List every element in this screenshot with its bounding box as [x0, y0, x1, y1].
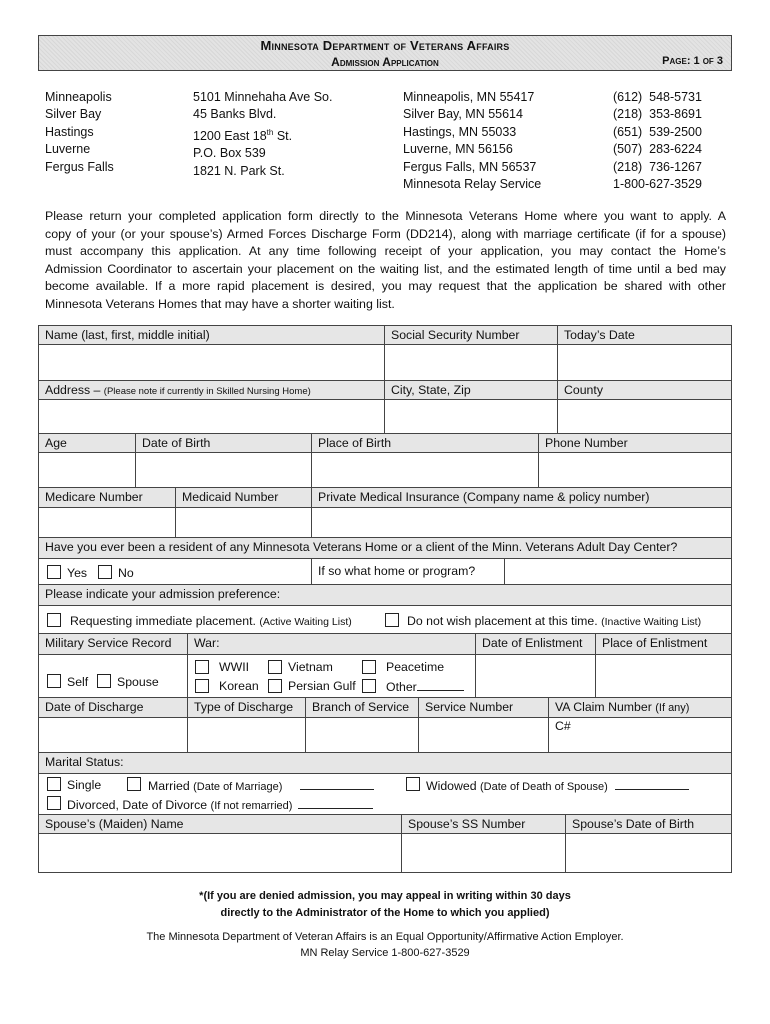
pob-label: Place of Birth: [311, 433, 539, 453]
single-checkbox[interactable]: [47, 777, 61, 791]
location-street: 1200 East 18th St.: [193, 127, 293, 143]
form-header: [38, 35, 732, 71]
phone-label: Phone Number: [538, 433, 732, 453]
vietnam-checkbox[interactable]: [268, 660, 282, 674]
spouse-ssn-field[interactable]: [401, 833, 566, 873]
age-field[interactable]: [38, 452, 136, 488]
spouse-ssn-label: Spouse’s SS Number: [401, 814, 566, 834]
war-options: [187, 654, 476, 698]
persian-gulf-label: Persian Gulf: [288, 679, 356, 693]
divorced-checkbox[interactable]: [47, 796, 61, 810]
spouse-dob-field[interactable]: [565, 833, 732, 873]
location-phone: (651) 539-2500: [613, 124, 702, 139]
department-title: Minnesota Department of Veterans Affairs: [260, 38, 510, 53]
location-phone: (218) 736-1267: [613, 159, 702, 174]
which-home-label: If so what home or program?: [318, 564, 476, 578]
address-note: (Please note if currently in Skilled Nursing Home): [103, 386, 311, 397]
address-label-cell: [38, 380, 385, 400]
divorced-option: [67, 797, 373, 812]
instructions-line: Minnesota Veterans Homes that may have a shorter waiting list.: [45, 296, 395, 311]
today-date-field[interactable]: [557, 344, 732, 381]
location-phone: (612) 548-5731: [613, 90, 702, 104]
relay-service-label: Minnesota Relay Service: [403, 177, 542, 192]
other-war-checkbox[interactable]: [362, 679, 376, 693]
location-phone: (507) 283-6224: [613, 142, 702, 157]
persian-gulf-checkbox[interactable]: [268, 679, 282, 693]
va-claim-note: (If any): [655, 702, 690, 714]
service-record-options: [38, 654, 188, 698]
single-label: Single: [67, 778, 102, 792]
immediate-placement-label: Requesting immediate placement.: [70, 614, 256, 628]
phone-field[interactable]: [538, 452, 732, 488]
location-streets: [193, 89, 332, 180]
preference-question: Please indicate your admission preference:: [38, 584, 732, 606]
location-cities: [45, 89, 114, 176]
no-placement-option: [407, 614, 701, 628]
location-citystate: Silver Bay, MN 55614: [403, 107, 523, 122]
widowed-note: (Date of Death of Spouse): [480, 781, 608, 793]
age-label: Age: [38, 433, 136, 453]
location-street: 5101 Minnehaha Ave So.: [193, 90, 333, 104]
city-state-zip-field[interactable]: [384, 399, 558, 434]
medicaid-field[interactable]: [175, 507, 312, 538]
location-city: Luverne: [45, 142, 91, 157]
war-label: War:: [187, 633, 476, 655]
wwii-label: WWII: [219, 660, 250, 674]
korean-label: Korean: [219, 679, 259, 693]
eoe-statement: The Minnesota Department of Veteran Affairs is an Equal Opportunity/Affirmative Action Employer.: [146, 931, 624, 943]
instructions-line: Please return your completed application form directly to the Minnesota Veterans Home where you want to apply. A: [45, 209, 726, 223]
pob-field[interactable]: [311, 452, 539, 488]
location-citystate: Fergus Falls, MN 56537: [403, 159, 537, 174]
other-war-option: [386, 679, 464, 694]
marital-options: [38, 773, 732, 815]
private-insurance-label: Private Medical Insurance (Company name & policy number): [311, 487, 732, 508]
location-citystate: Minneapolis, MN 55417: [403, 90, 535, 104]
self-checkbox[interactable]: [47, 674, 61, 688]
instructions-line: become available. If a more rapid placement is desired, you may request that the application be shared with other: [45, 279, 726, 294]
resident-question: Have you ever been a resident of any Minnesota Veterans Home or a client of the Minn. Veterans Adult Day Center?: [38, 537, 732, 559]
service-number-label: Service Number: [418, 697, 549, 718]
branch-label: Branch of Service: [305, 697, 419, 718]
name-field[interactable]: [38, 344, 385, 381]
discharge-type-field[interactable]: [187, 717, 306, 753]
immediate-placement-note: (Active Waiting List): [259, 616, 352, 628]
marriage-date-line[interactable]: [300, 778, 374, 790]
form-title: Admission Application: [331, 55, 439, 69]
spouse-label: Spouse: [117, 675, 159, 689]
location-city: Minneapolis: [45, 90, 112, 104]
location-street: P.O. Box 539: [193, 146, 266, 161]
married-option: [148, 778, 374, 793]
widowed-checkbox[interactable]: [406, 777, 420, 791]
married-note: (Date of Marriage): [193, 781, 283, 793]
spouse-dob-label: Spouse’s Date of Birth: [565, 814, 732, 834]
location-citystates: [403, 89, 541, 193]
ssn-field[interactable]: [384, 344, 558, 381]
va-claim-prefix: C#: [555, 719, 571, 733]
peacetime-label: Peacetime: [386, 660, 445, 674]
other-war-label: Other: [386, 680, 417, 694]
spouse-checkbox[interactable]: [97, 674, 111, 688]
relay-service-footer: MN Relay Service 1-800-627-3529: [300, 947, 470, 959]
medicare-label: Medicare Number: [38, 487, 176, 508]
spouse-name-field[interactable]: [38, 833, 402, 873]
location-citystate: Hastings, MN 55033: [403, 124, 517, 139]
immediate-placement-checkbox[interactable]: [47, 613, 61, 627]
city-state-zip-label: City, State, Zip: [384, 380, 558, 400]
branch-field[interactable]: [305, 717, 419, 753]
enlistment-place-label: Place of Enlistment: [595, 633, 732, 655]
address-label: Address –: [45, 383, 101, 397]
self-label: Self: [67, 675, 89, 689]
location-street: 45 Banks Blvd.: [193, 107, 277, 122]
va-claim-label-cell: [548, 697, 732, 718]
married-label: Married: [148, 779, 190, 793]
peacetime-checkbox[interactable]: [362, 660, 376, 674]
location-phones: [613, 89, 702, 193]
spouse-name-label: Spouse’s (Maiden) Name: [38, 814, 402, 834]
location-phone: (218) 353-8691: [613, 107, 702, 122]
medicare-field[interactable]: [38, 507, 176, 538]
no-placement-note: (Inactive Waiting List): [601, 616, 702, 628]
divorced-label: Divorced, Date of Divorce: [67, 798, 208, 812]
address-field[interactable]: [38, 399, 385, 434]
dob-field[interactable]: [135, 452, 312, 488]
service-number-field[interactable]: [418, 717, 549, 753]
instructions-paragraph: [45, 208, 726, 314]
instructions-line: copy of your (or your spouse’s) Armed Forces Discharge Form (DD214), along with marriage certificate (if for a spouse): [45, 226, 726, 241]
no-placement-checkbox[interactable]: [385, 613, 399, 627]
which-home-field[interactable]: [504, 558, 732, 585]
ssn-label: Social Security Number: [384, 325, 558, 345]
resident-yes-checkbox[interactable]: [47, 565, 61, 579]
korean-checkbox[interactable]: [195, 679, 209, 693]
immediate-placement-option: [70, 614, 352, 628]
private-insurance-field[interactable]: [311, 507, 732, 538]
widowed-option: [426, 778, 689, 793]
enlistment-date-label: Date of Enlistment: [475, 633, 596, 655]
name-label: Name (last, first, middle initial): [38, 325, 385, 345]
relay-service-phone: 1-800-627-3529: [613, 177, 702, 192]
which-home-cell: [311, 558, 505, 585]
appeal-note-line2: directly to the Administrator of the Home to which you applied): [220, 907, 550, 919]
other-war-line[interactable]: [417, 679, 464, 691]
resident-yes-label: Yes: [67, 566, 88, 580]
vietnam-label: Vietnam: [288, 660, 333, 674]
married-checkbox[interactable]: [127, 777, 141, 791]
discharge-type-label: Type of Discharge: [187, 697, 306, 718]
location-street: 1821 N. Park St.: [193, 163, 285, 178]
widowed-date-line[interactable]: [615, 778, 689, 790]
wwii-checkbox[interactable]: [195, 660, 209, 674]
no-placement-label: Do not wish placement at this time.: [407, 614, 598, 628]
widowed-label: Widowed: [426, 779, 477, 793]
resident-answer-cell: [38, 558, 312, 585]
location-citystate: Luverne, MN 56156: [403, 142, 513, 157]
location-city: Fergus Falls: [45, 159, 114, 174]
va-claim-label: VA Claim Number: [555, 700, 652, 714]
resident-no-checkbox[interactable]: [98, 565, 112, 579]
marital-status-label: Marital Status:: [38, 752, 732, 774]
location-city: Hastings: [45, 124, 94, 139]
preference-options: [38, 605, 732, 634]
instructions-line: Admission Coordinator to ascertain your placement on the waiting list, and the estimated length of time until a bed may: [45, 261, 726, 276]
county-label: County: [557, 380, 732, 400]
page-number: Page: 1 of 3: [662, 55, 723, 67]
discharge-date-field[interactable]: [38, 717, 188, 753]
resident-no-label: No: [118, 566, 134, 580]
medicaid-label: Medicaid Number: [175, 487, 312, 508]
today-date-label: Today’s Date: [557, 325, 732, 345]
discharge-date-label: Date of Discharge: [38, 697, 188, 718]
appeal-note-line1: *(If you are denied admission, you may appeal in writing within 30 days: [199, 890, 571, 902]
divorce-date-line[interactable]: [298, 797, 373, 809]
va-claim-field[interactable]: [548, 717, 732, 753]
enlistment-place-field[interactable]: [595, 654, 732, 698]
instructions-line: must accompany this application. At any time following receipt of your application, you may contact the Home’s: [45, 244, 726, 259]
location-city: Silver Bay: [45, 107, 102, 122]
county-field[interactable]: [557, 399, 732, 434]
dob-label: Date of Birth: [135, 433, 312, 453]
divorced-note: (If not remarried): [210, 800, 293, 812]
enlistment-date-field[interactable]: [475, 654, 596, 698]
military-record-label: Military Service Record: [38, 633, 188, 655]
